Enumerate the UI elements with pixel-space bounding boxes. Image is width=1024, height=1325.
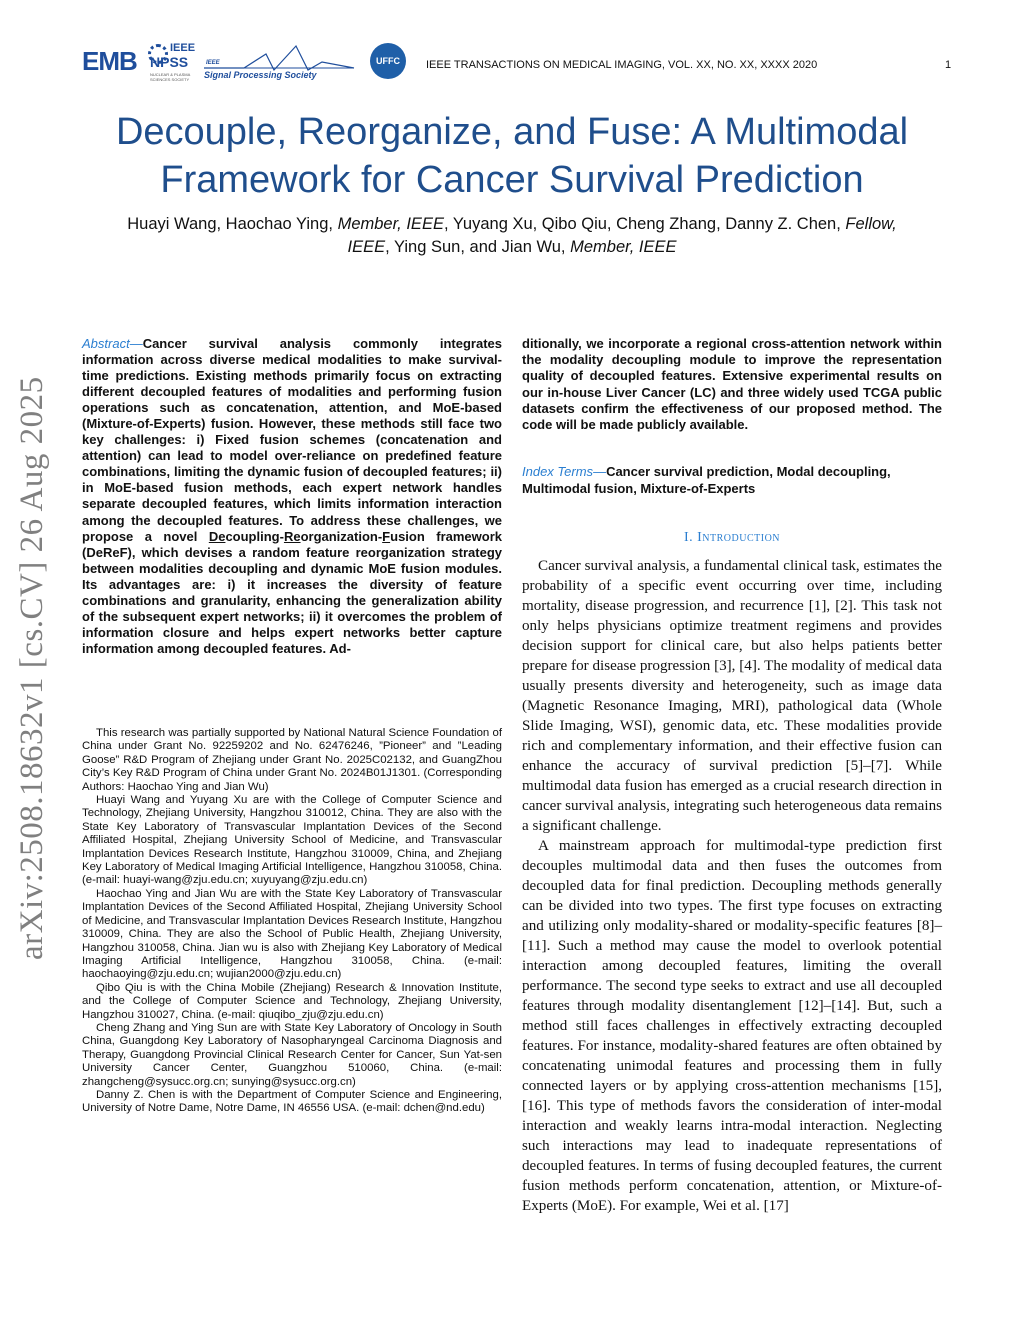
svg-text:IEEE: IEEE xyxy=(206,60,220,66)
abstract: Abstract—Cancer survival analysis commonly integrates information across diverse medical modalities to make survival-time predictions. Existing methods primarily focus on extracting different decoupled features of modalities and performing fusion operations such as concatenation, attention, and MoE-based (Mixture-of-Experts) fusion. However, these methods still face two key challenges: i) Fixed fusion schemes (concatenation and attention) can lead to model over-reliance on predefined feature combinations, limiting the dynamic fusion of decoupled features; ii) in MoE-based fusion methods, each expert network handles separate decoupled features, which limits information interaction among the decoupled features. To address these challenges, we propose a novel Decoupling-Reorganization-Fusion framework (DeReF), which devises a random feature reorganization strategy between modalities decoupling and dynamic MoE fusion modules. Its advantages are: i) it increases the diversity of feature combinations and granularity, enhancing the generalization ability of the subsequent expert networks; ii) it overcomes the problem of information closure and helps expert networks better capture information among decoupled features. Ad- xyxy=(82,336,502,656)
arxiv-stamp: arXiv:2508.18632v1 [cs.CV] 26 Aug 2025 xyxy=(14,376,50,960)
index-terms: Index Terms—Cancer survival prediction, Modal decoupling, Multimodal fusion, Mixture-of-Experts xyxy=(522,464,891,496)
paragraph: A mainstream approach for multimodal-type prediction first decouples multimodal data and then fuses the outcomes from decoupled data for final prediction. Decoupling methods generally can be divided into two types. The first type focuses on extracting and utilizing only modality-shared or modality-specific features [8]–[11]. Such a method may cause the model to overlook potential interaction among decoupled features, limiting the overall performance. The second type seeks to extract and use all decoupled features through modality disentanglement [12]–[14]. But, such a method still faces challenges in effectively extracting decoupled features. For instance, modality-shared features are often obtained by concatenating unimodal features and processing them in fully connected layers or by applying cross-attention mechanisms [15], [16]. This type of methods favors the consideration of inter-modal interaction and weakly learns intra-modal interaction. Neglecting such interactions may lead to inadequate representations of decoupled features. In terms of fusing decoupled features, the current fusion methods perform concatenation, attention, or Mixture-of-Experts (MoE). For example, Wei et al. [17] xyxy=(522,838,942,1214)
journal-header: IEEE TRANSACTIONS ON MEDICAL IMAGING, VOL. XX, NO. XX, XXXX 2020 xyxy=(426,59,818,71)
svg-text:Signal Processing Society: Signal Processing Society xyxy=(204,70,317,80)
society-logos xyxy=(82,40,412,84)
sps-logo xyxy=(204,40,364,84)
abstract-continued: ditionally, we incorporate a regional cross-attention network within the modality decoupling module to improve the representation quality of decoupled features. Extensive experimental results on our in-house Liver Cancer (LC) and three widely used TCGA public datasets confirm the effectiveness of our proposed method. The code will be made publicly available. xyxy=(522,336,942,433)
footnote: Haochao Ying and Jian Wu are with the State Key Laboratory of Transvascular Implantation Devices of the Second Affiliated Hospital, Zhejiang University School of Medicine, and Transvascular Implantation Devices Research Institute, Hangzhou 310009, China. They are also the School of Public Health, Zhejiang University, Hangzhou 310058, China. Jian wu is also with Zhejiang Key Laboratory of Medical Imaging Artificial Intelligence, Hangzhou 310058, China. (e-mail: haochaoying@zju.edu.cn; wujian2000@zju.edu.cn) xyxy=(82,887,502,981)
section-heading: I. Introduction xyxy=(683,530,781,545)
footnote: Huayi Wang and Yuyang Xu are with the College of Computer Science and Technology, Zhejiang University, Hangzhou 310012, China. They are also with the State Key Laboratory of Transvascular Implantation Devices of the Second Affiliated Hospital, Zhejiang University School of Medicine, and Transvascular Implantation Devices Research Institute, Hangzhou 310009, China, and Zhejiang Key Laboratory of Medical Imaging Artificial Intelligence, Hangzhou 310058, China. (e-mail: huayi-wang@zju.edu.cn; xuyuyang@zju.edu.cn) xyxy=(82,794,502,887)
footnote: Danny Z. Chen is with the Department of Computer Science and Engineering, University of Notre Dame, Notre Dame, IN 46556 USA. (e-mail: dchen@nd.edu) xyxy=(82,1088,502,1115)
author-list: Huayi Wang, Haochao Ying, Member, IEEE, Yuyang Xu, Qibo Qiu, Cheng Zhang, Danny Z. Chen, Fellow, IEEE, Ying Sun, and Jian Wu, Member, IEEE xyxy=(127,215,897,256)
introduction-body xyxy=(522,556,942,1216)
footnotes xyxy=(82,727,502,1116)
index-terms-label: Index Terms xyxy=(522,464,594,479)
npss-logo: IEEE NPSS NUCLEAR & PLASMA SCIENCES SOCIETY xyxy=(150,42,196,82)
title-line-2: Framework for Cancer Survival Prediction xyxy=(160,159,864,201)
sps-waveform-icon xyxy=(204,40,364,84)
abstract-label: Abstract xyxy=(82,336,130,351)
footnote: Qibo Qiu is with the China Mobile (Zhejiang) Research & Innovation Institute, and the College of Computer Science and Technology, Zhejiang University, Hangzhou 310027, China. (e-mail: qiuqibo_zju@zju.edu.cn) xyxy=(82,981,502,1021)
page-number: 1 xyxy=(945,59,952,71)
emb-logo: EMB xyxy=(82,46,137,76)
uffc-logo: UFFC xyxy=(370,43,406,79)
footnote: This research was partially supported by National Natural Science Foundation of China under Grant No. 92259202 and No. 62476246, ”Pioneer” and ”Leading Goose” R&D Program of Zhejiang under Grant No. 2025C02132, and GuangZhou City’s Key R&D Program of China under Grant No. 2024B01J1301. (Corresponding Authors: Haochao Ying and Jian Wu) xyxy=(82,727,502,793)
footnote: Cheng Zhang and Ying Sun are with State Key Laboratory of Oncology in South China, Guangdong Key Laboratory of Nasopharyngeal Carcinoma Diagnosis and Therapy, Guangdong Provincial Clinical Research Center for Cancer, Sun Yat-sen University Cancer Center, Guangzhou 510060, China. (e-mail: zhangcheng@sysucc.org.cn; sunying@sysucc.org.cn) xyxy=(82,1021,502,1088)
title-line-1: Decouple, Reorganize, and Fuse: A Multimodal xyxy=(115,111,909,153)
paper-title xyxy=(40,108,984,204)
paragraph: Cancer survival analysis, a fundamental clinical task, estimates the probability of a specific event occurring over time, including mortality, disease progression, and recurrence [1], [2]. This task not only helps physicians optimize treatment regimens and provides decision support for clinical care, but also helps patients better prepare for disease progression [3], [4]. The modality of medical data usually presents diversity and heterogeneity, such as image data (Magnetic Resonance Imaging, MRI), pathological data (Whole Slide Imaging, WSI), genomic data, etc. These modalities provide rich and complementary information, and their effective fusion can enhance the accuracy of survival prediction [5]–[7]. While multimodal data fusion has emerged as a crucial research direction in cancer survival analysis, integrating such heterogeneous data remains a significant challenge. xyxy=(522,558,942,834)
